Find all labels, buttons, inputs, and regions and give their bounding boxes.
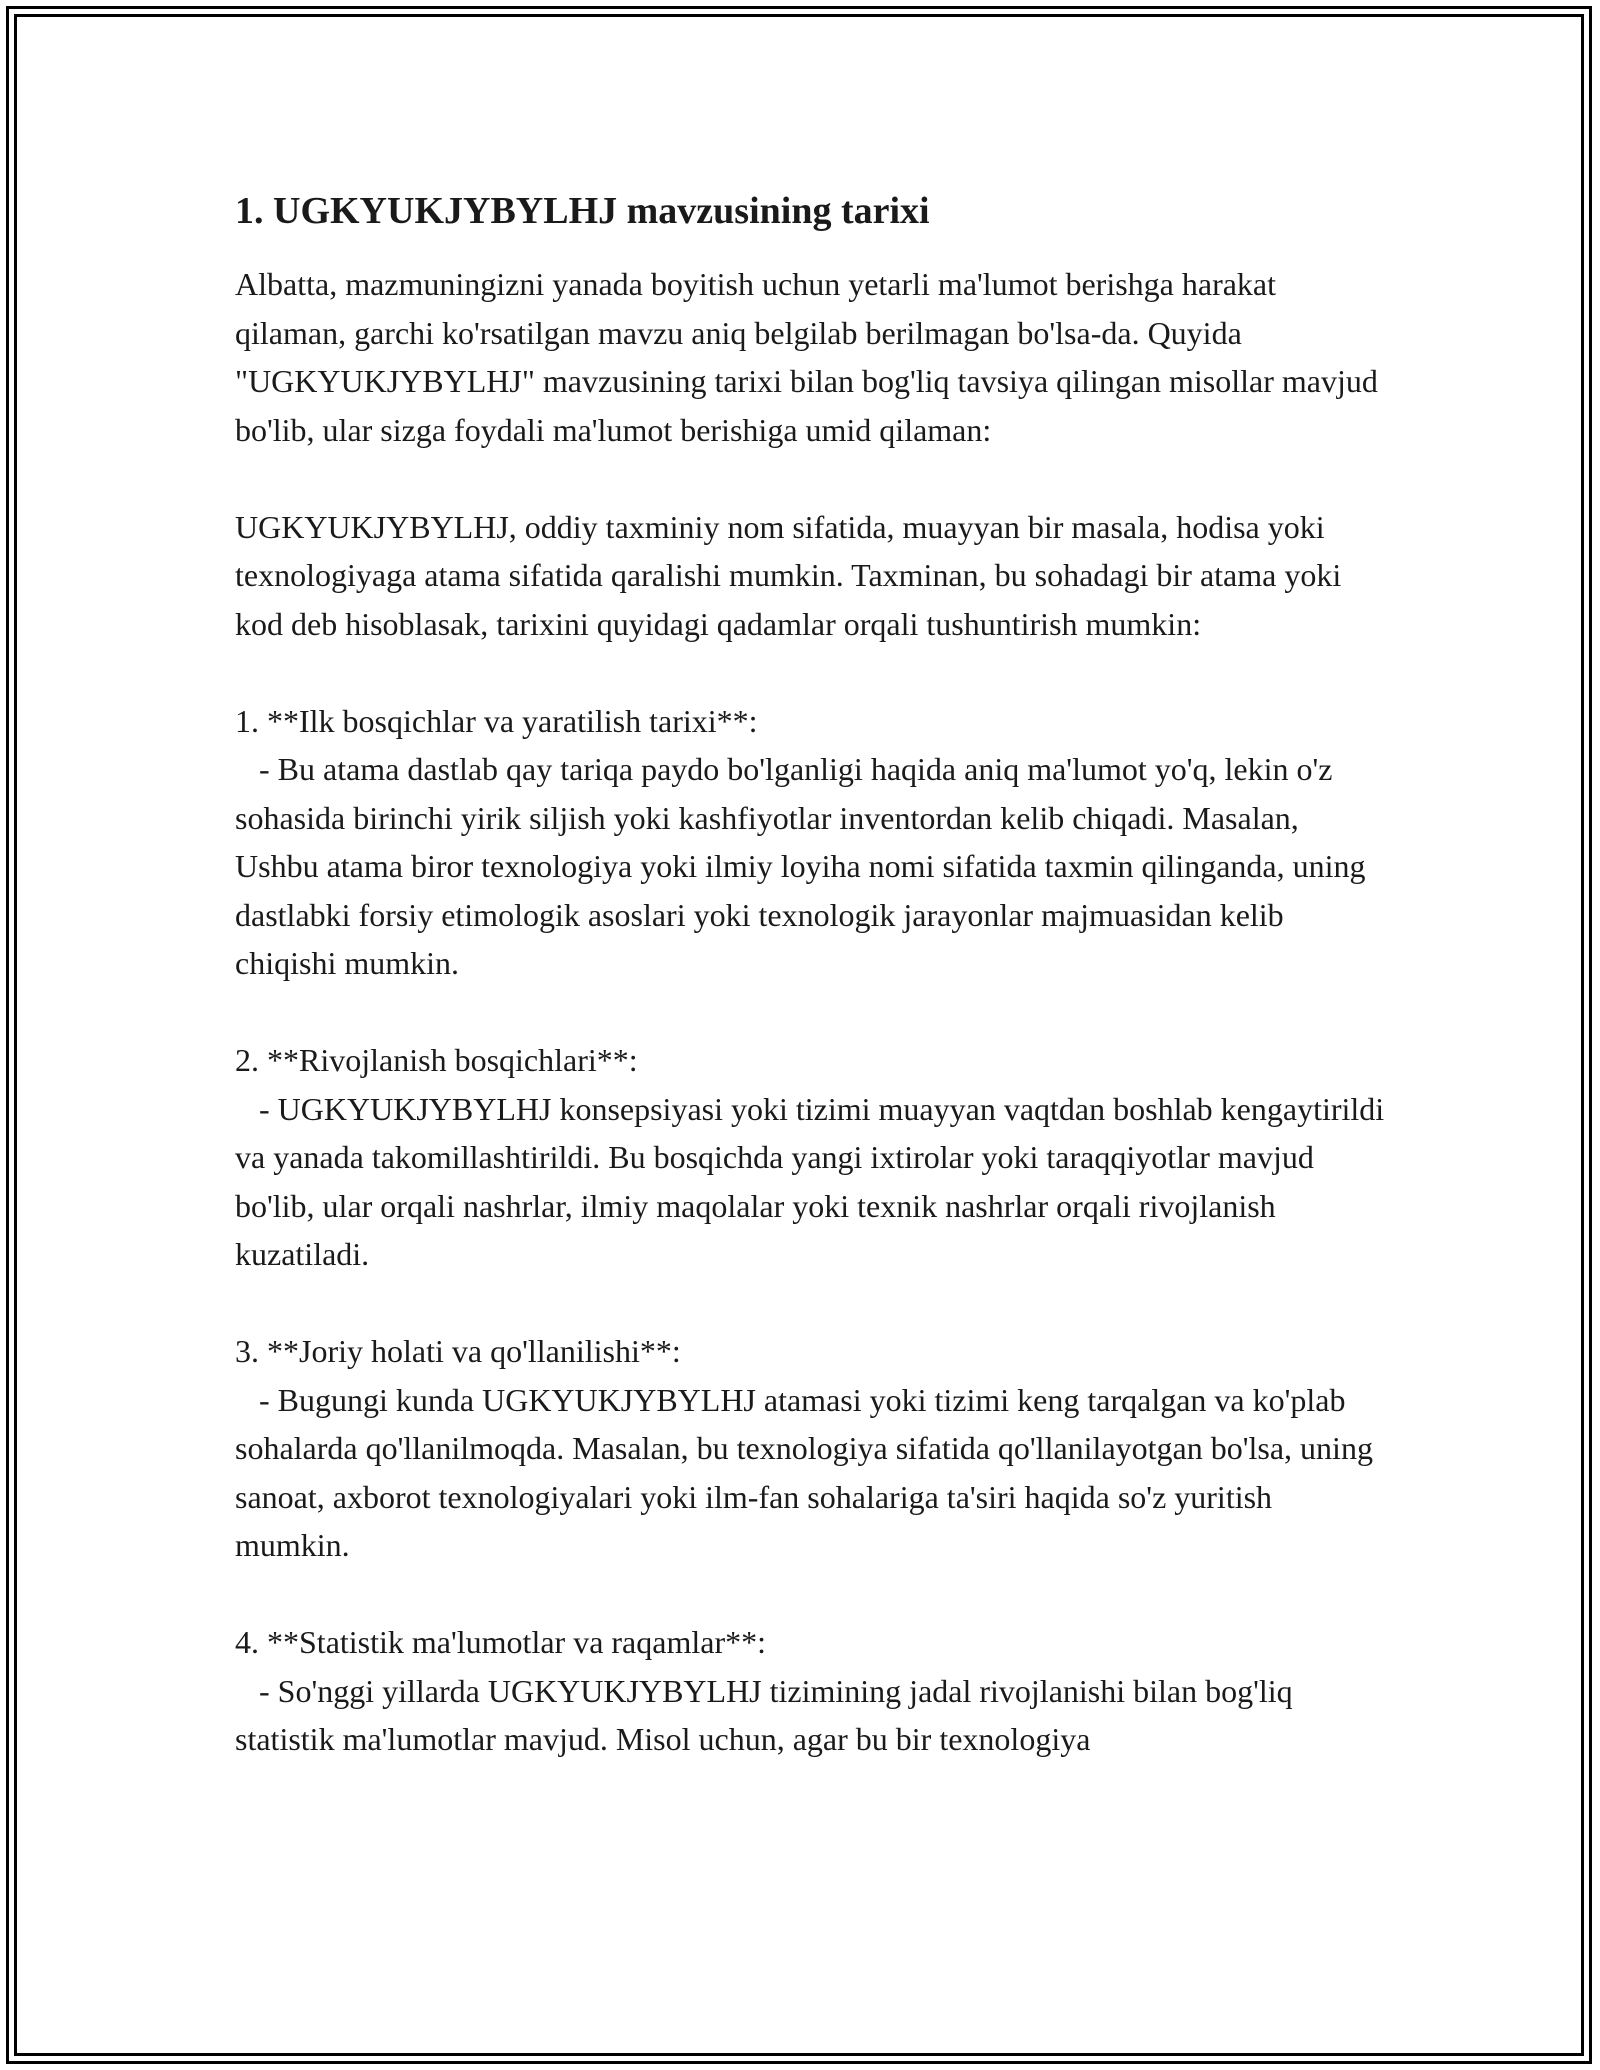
section-current-state [235,1327,1385,1570]
section-text: - So'nggi yillarda UGKYUKJYBYLHJ tizimining jadal rivojlanishi bilan bog'liq statistik ma'lumotlar mavjud. Misol uchun, agar bu bir texnologiya [235,1672,1301,1757]
document-body [235,186,1393,1812]
section-development [235,1036,1393,1279]
section-early-history [235,697,1385,988]
section-title: 2. **Rivojlanish bosqichlari**: [235,1042,638,1078]
section-title: 4. **Statistik ma'lumotlar va raqamlar**: [235,1624,766,1660]
section-title: 3. **Joriy holati va qo'llanilishi**: [235,1333,681,1369]
section-statistics [235,1618,1385,1764]
context-paragraph: UGKYUKJYBYLHJ, oddiy taxminiy nom sifatida, muayyan bir masala, hodisa yoki texnologiyaga atama sifatida qaralishi mumkin. Taxminan, bu sohadagi bir atama yoki kod deb hisoblasak, tarixini quyidagi qadamlar orqali tushuntirish mumkin: [235,508,1350,642]
intro-paragraph: Albatta, mazmuningizni yanada boyitish uchun yetarli ma'lumot berishga harakat qilaman, garchi ko'rsatilgan mavzu aniq belgilab berilmagan bo'lsa-da. Quyida "UGKYUKJYBYLHJ" mavzusining tarixi bilan bog'liq tavsiya qilingan misollar mavjud bo'lib, ular sizga foydali ma'lumot berishiga umid qilaman: [235,266,1386,448]
section-text: - Bu atama dastlab qay tariqa paydo bo'lganligi haqida aniq ma'lumot yo'q, lekin o'z sohasida birinchi yirik siljish yoki kashfiyotlar inventordan kelib chiqadi. Masalan, Ushbu atama biror texnologiya yoki ilmiy loyiha nomi sifatida taxmin qilinganda, uning dastlabki forsiy etimologik asoslari yoki texnologik jarayonlar majmuasidan kelib chiqishi mumkin. [235,751,1374,981]
section-title: 1. **Ilk bosqichlar va yaratilish tarixi**: [235,702,758,739]
page-title: 1. UGKYUKJYBYLHJ mavzusining tarixi [235,190,930,232]
section-text: - Bugungi kunda UGKYUKJYBYLHJ atamasi yoki tizimi keng tarqalgan va ko'plab sohalarda qo'llanilmoqda. Masalan, bu texnologiya sifatida qo'llanilayotgan bo'lsa, uning sanoat, axborot texnologiyalari yoki ilm-fan sohalariga ta'siri haqida so'z yuritish mumkin. [235,1381,1381,1563]
section-text: - UGKYUKJYBYLHJ konsepsiyasi yoki tizimi muayyan vaqtdan boshlab kengaytirildi va yanada takomillashtirildi. Bu bosqichda yangi ixtirolar yoki taraqqiyotlar mavjud bo'lib, ular orqali nashrlar, ilmiy maqolalar yoki texnik nashrlar orqali rivojlanish kuzatiladi. [235,1090,1393,1272]
